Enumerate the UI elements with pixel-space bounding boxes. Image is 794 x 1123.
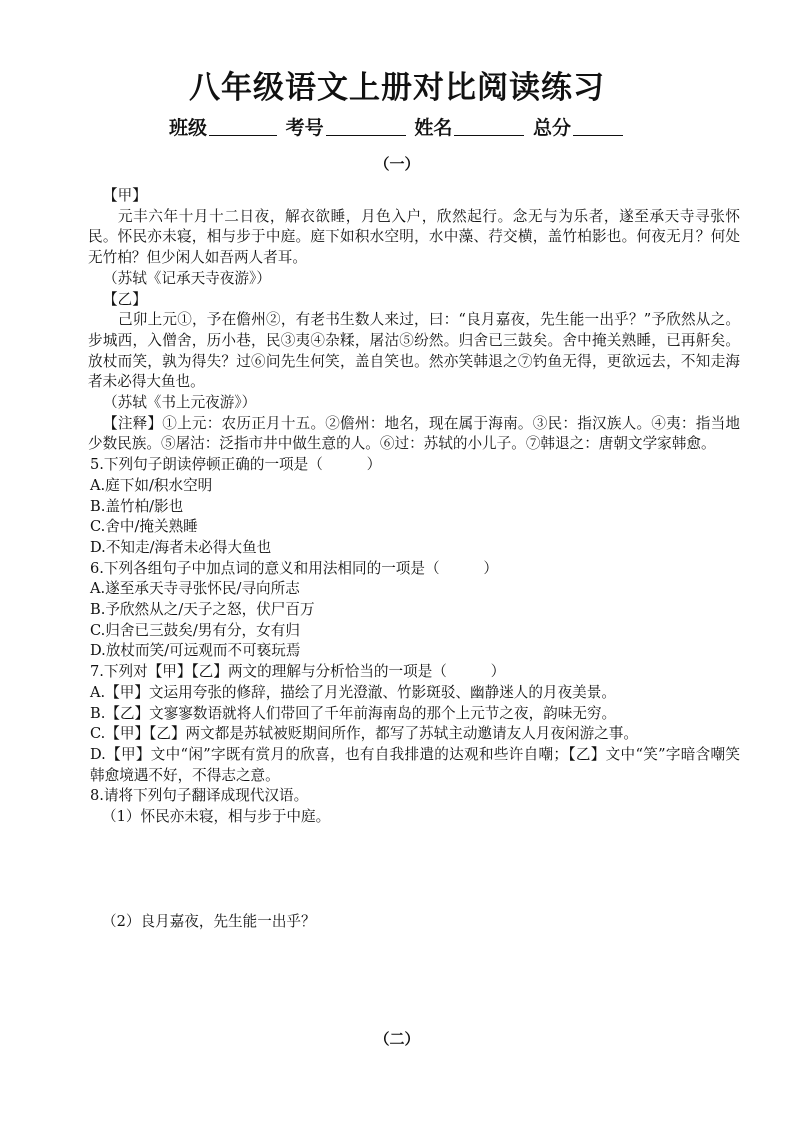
question-5-option-a: A.庭下如/积水空明 xyxy=(90,476,213,494)
section-two-heading: （二） xyxy=(374,1030,420,1048)
class-label: 班级 xyxy=(169,117,208,139)
yi-text: 己卯上元①，予在儋州②，有老书生数人来过，曰：“良月嘉夜，先生能一出乎？”予欣然从之。步城西，入僧舍，历小巷，民③夷④杂糅，屠沽⑤纷然。归舍已三鼓矣。舍中掩关熟睡，已再鼾矣。放杖而笑，孰为得失？过⑥问先生何笑，盖自笑也。然亦笑韩退之⑦钓鱼无得，更欲远去，不知走海者未必得大鱼也。 xyxy=(88,311,740,391)
question-8-stem: 8.请将下列句子翻译成现代汉语。 xyxy=(90,787,309,805)
question-8-item-1: （1）怀民亦未寝，相与步于中庭。 xyxy=(102,808,331,826)
question-7-option-a: A.【甲】文运用夸张的修辞，描绘了月光澄澈、竹影斑驳、幽静迷人的月夜美景。 xyxy=(90,683,616,701)
answer-space-1[interactable] xyxy=(88,828,740,912)
total-label: 总分 xyxy=(532,117,571,139)
question-6-stem: 6.下列各组句子中加点词的意义和用法相同的一项是（ ） xyxy=(90,559,498,577)
exam-no-label: 考号 xyxy=(285,117,324,139)
question-6-option-c: C.归舍已三鼓矣/男有分，女有归 xyxy=(90,621,300,639)
question-5-option-c: C.舍中/掩关熟睡 xyxy=(90,518,198,536)
jia-text: 元丰六年十月十二日夜，解衣欲睡，月色入户，欣然起行。念无与为乐者，遂至承天寺寻张怀民。怀民亦未寝，相与步于中庭。庭下如积水空明，水中藻、荇交横，盖竹柏影也。何夜无月？何处无竹柏？但少闲人如吾两人者耳。 xyxy=(88,207,740,267)
name-blank[interactable] xyxy=(454,117,524,136)
total-blank[interactable] xyxy=(573,117,623,136)
student-info-line xyxy=(0,113,794,140)
question-6-option-b: B.予欣然从之/天子之怒，伏尸百万 xyxy=(90,601,315,619)
question-7-option-d: D.【甲】文中“闲”字既有赏月的欣喜，也有自我排遣的达观和些许自嘲；【乙】文中“笑”字暗含嘲笑韩愈境遇不好，不得志之意。 xyxy=(90,745,740,784)
page-title: 八年级语文上册对比阅读练习 xyxy=(189,70,605,106)
exam-no-blank[interactable] xyxy=(326,117,406,136)
reading-content xyxy=(88,186,740,933)
name-label: 姓名 xyxy=(414,117,453,139)
question-8-item-2: （2）良月嘉夜，先生能一出乎？ xyxy=(102,912,316,930)
class-blank[interactable] xyxy=(209,117,277,136)
question-6-option-d: D.放杖而笑/可远观而不可亵玩焉 xyxy=(90,642,301,660)
question-5-stem: 5.下列句子朗读停顿正确的一项是（ ） xyxy=(90,456,382,474)
question-7-option-b: B.【乙】文寥寥数语就将人们带回了千年前海南岛的那个上元节之夜，韵味无穷。 xyxy=(90,704,617,722)
question-7-stem: 7.下列对【甲】【乙】两文的理解与分析恰当的一项是（ ） xyxy=(90,663,506,681)
jia-label: 【甲】 xyxy=(103,187,147,204)
section-one-heading: （一） xyxy=(374,155,420,173)
jia-source: （苏轼《记承天寺夜游》） xyxy=(103,269,271,287)
annotation-note: 【注释】①上元：农历正月十五。②儋州：地名，现在属于海南。③民：指汉族人。④夷：指当地少数民族。⑤屠沽：泛指市井中做生意的人。⑥过：苏轼的小儿子。⑦韩退之：唐朝文学家韩愈。 xyxy=(88,414,740,453)
yi-label: 【乙】 xyxy=(103,290,147,308)
question-5-option-d: D.不知走/海者未必得大鱼也 xyxy=(90,538,272,556)
question-5-option-b: B.盖竹柏/影也 xyxy=(90,497,184,515)
yi-source: （苏轼《书上元夜游》） xyxy=(103,394,257,412)
question-6-option-a: A.遂至承天寺寻张怀民/寻向所志 xyxy=(90,580,300,598)
question-7-option-c: C.【甲】【乙】两文都是苏轼被贬期间所作，都写了苏轼主动邀请友人月夜闲游之事。 xyxy=(90,725,638,743)
